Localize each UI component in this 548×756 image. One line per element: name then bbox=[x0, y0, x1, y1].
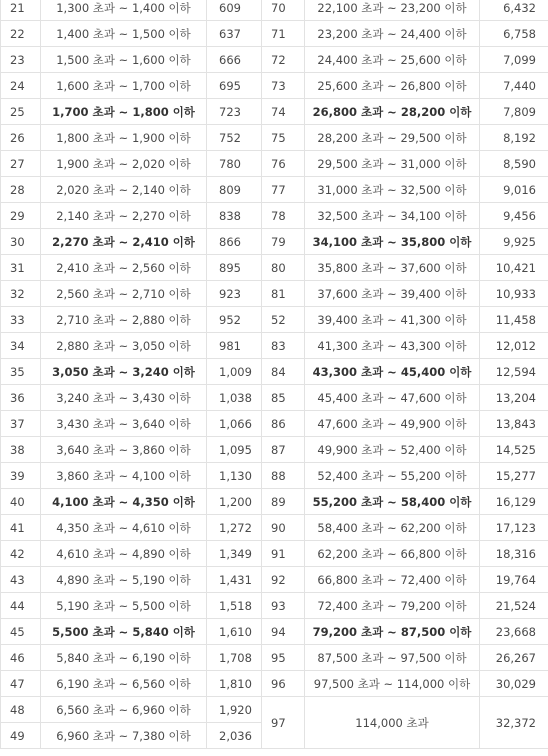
grade-cell: 28 bbox=[1, 177, 41, 203]
table-row bbox=[1, 593, 548, 619]
grade-cell: 89 bbox=[262, 489, 305, 515]
table-row bbox=[1, 541, 548, 567]
amount-cell: 12,594 bbox=[480, 359, 548, 385]
range-cell: 1,700 초과 ~ 1,800 이하 bbox=[41, 99, 207, 125]
range-cell: 22,100 초과 ~ 23,200 이하 bbox=[305, 0, 480, 21]
grade-cell: 32 bbox=[1, 281, 41, 307]
amount-cell: 723 bbox=[207, 99, 262, 125]
range-cell: 5,190 초과 ~ 5,500 이하 bbox=[41, 593, 207, 619]
grade-cell: 21 bbox=[1, 0, 41, 21]
range-cell: 97,500 초과 ~ 114,000 이하 bbox=[305, 671, 480, 697]
amount-cell: 2,036 bbox=[207, 723, 262, 749]
amount-cell: 1,066 bbox=[207, 411, 262, 437]
table-row bbox=[1, 619, 548, 645]
grade-cell: 91 bbox=[262, 541, 305, 567]
amount-cell: 1,708 bbox=[207, 645, 262, 671]
amount-cell: 1,038 bbox=[207, 385, 262, 411]
amount-cell: 1,009 bbox=[207, 359, 262, 385]
amount-cell: 6,758 bbox=[480, 21, 548, 47]
table-row bbox=[1, 229, 548, 255]
grade-cell: 45 bbox=[1, 619, 41, 645]
range-cell: 24,400 초과 ~ 25,600 이하 bbox=[305, 47, 480, 73]
grade-cell: 74 bbox=[262, 99, 305, 125]
grade-cell: 42 bbox=[1, 541, 41, 567]
grade-cell: 75 bbox=[262, 125, 305, 151]
grade-cell: 41 bbox=[1, 515, 41, 541]
table-row bbox=[1, 21, 548, 47]
amount-cell: 23,668 bbox=[480, 619, 548, 645]
grade-cell: 85 bbox=[262, 385, 305, 411]
range-cell: 39,400 초과 ~ 41,300 이하 bbox=[305, 307, 480, 333]
grade-cell: 92 bbox=[262, 567, 305, 593]
amount-cell: 15,277 bbox=[480, 463, 548, 489]
range-cell: 5,500 초과 ~ 5,840 이하 bbox=[41, 619, 207, 645]
range-cell: 1,800 초과 ~ 1,900 이하 bbox=[41, 125, 207, 151]
amount-cell: 11,458 bbox=[480, 307, 548, 333]
amount-cell: 809 bbox=[207, 177, 262, 203]
amount-cell: 17,123 bbox=[480, 515, 548, 541]
table-row bbox=[1, 515, 548, 541]
grade-cell: 95 bbox=[262, 645, 305, 671]
amount-cell: 952 bbox=[207, 307, 262, 333]
range-cell: 2,560 초과 ~ 2,710 이하 bbox=[41, 281, 207, 307]
amount-cell: 609 bbox=[207, 0, 262, 21]
grade-cell: 93 bbox=[262, 593, 305, 619]
range-cell: 58,400 초과 ~ 62,200 이하 bbox=[305, 515, 480, 541]
table-row bbox=[1, 567, 548, 593]
grade-cell: 44 bbox=[1, 593, 41, 619]
grade-cell: 23 bbox=[1, 47, 41, 73]
table-row bbox=[1, 47, 548, 73]
table-row bbox=[1, 489, 548, 515]
grade-cell: 79 bbox=[262, 229, 305, 255]
grade-cell: 96 bbox=[262, 671, 305, 697]
grade-cell: 26 bbox=[1, 125, 41, 151]
amount-cell: 7,099 bbox=[480, 47, 548, 73]
table-row bbox=[1, 359, 548, 385]
table-row bbox=[1, 385, 548, 411]
grade-cell: 47 bbox=[1, 671, 41, 697]
grade-cell: 52 bbox=[262, 307, 305, 333]
amount-cell: 9,925 bbox=[480, 229, 548, 255]
grade-cell: 86 bbox=[262, 411, 305, 437]
grade-cell: 70 bbox=[262, 0, 305, 21]
amount-cell: 1,095 bbox=[207, 437, 262, 463]
table-row bbox=[1, 151, 548, 177]
grade-cell: 72 bbox=[262, 47, 305, 73]
amount-cell: 6,432 bbox=[480, 0, 548, 21]
range-cell: 45,400 초과 ~ 47,600 이하 bbox=[305, 385, 480, 411]
range-cell: 41,300 초과 ~ 43,300 이하 bbox=[305, 333, 480, 359]
range-cell: 3,860 초과 ~ 4,100 이하 bbox=[41, 463, 207, 489]
table-row bbox=[1, 125, 548, 151]
amount-cell: 981 bbox=[207, 333, 262, 359]
range-cell: 29,500 초과 ~ 31,000 이하 bbox=[305, 151, 480, 177]
table-row bbox=[1, 99, 548, 125]
amount-cell: 895 bbox=[207, 255, 262, 281]
range-cell: 28,200 초과 ~ 29,500 이하 bbox=[305, 125, 480, 151]
grade-cell: 30 bbox=[1, 229, 41, 255]
table-row bbox=[1, 73, 548, 99]
range-cell: 2,140 초과 ~ 2,270 이하 bbox=[41, 203, 207, 229]
amount-cell: 30,029 bbox=[480, 671, 548, 697]
grade-cell: 48 bbox=[1, 697, 41, 723]
amount-cell: 923 bbox=[207, 281, 262, 307]
grade-cell: 84 bbox=[262, 359, 305, 385]
range-cell: 2,710 초과 ~ 2,880 이하 bbox=[41, 307, 207, 333]
range-cell: 52,400 초과 ~ 55,200 이하 bbox=[305, 463, 480, 489]
grade-cell: 46 bbox=[1, 645, 41, 671]
amount-cell: 838 bbox=[207, 203, 262, 229]
grade-cell: 77 bbox=[262, 177, 305, 203]
grade-cell: 22 bbox=[1, 21, 41, 47]
range-cell: 35,800 초과 ~ 37,600 이하 bbox=[305, 255, 480, 281]
grade-cell: 87 bbox=[262, 437, 305, 463]
range-cell: 34,100 초과 ~ 35,800 이하 bbox=[305, 229, 480, 255]
amount-cell: 8,192 bbox=[480, 125, 548, 151]
grade-cell: 31 bbox=[1, 255, 41, 281]
range-cell: 72,400 초과 ~ 79,200 이하 bbox=[305, 593, 480, 619]
table-row bbox=[1, 255, 548, 281]
grade-cell: 83 bbox=[262, 333, 305, 359]
amount-cell: 18,316 bbox=[480, 541, 548, 567]
amount-cell: 1,200 bbox=[207, 489, 262, 515]
range-cell: 31,000 초과 ~ 32,500 이하 bbox=[305, 177, 480, 203]
range-cell: 114,000 초과 bbox=[305, 697, 480, 749]
amount-cell: 26,267 bbox=[480, 645, 548, 671]
table-row bbox=[1, 411, 548, 437]
amount-cell: 1,518 bbox=[207, 593, 262, 619]
grade-cell: 90 bbox=[262, 515, 305, 541]
amount-cell: 7,440 bbox=[480, 73, 548, 99]
range-cell: 62,200 초과 ~ 66,800 이하 bbox=[305, 541, 480, 567]
amount-cell: 1,130 bbox=[207, 463, 262, 489]
range-cell: 4,350 초과 ~ 4,610 이하 bbox=[41, 515, 207, 541]
range-cell: 6,960 초과 ~ 7,380 이하 bbox=[41, 723, 207, 749]
range-cell: 23,200 초과 ~ 24,400 이하 bbox=[305, 21, 480, 47]
range-cell: 1,400 초과 ~ 1,500 이하 bbox=[41, 21, 207, 47]
range-cell: 3,430 초과 ~ 3,640 이하 bbox=[41, 411, 207, 437]
grade-cell: 97 bbox=[262, 697, 305, 749]
grade-cell: 29 bbox=[1, 203, 41, 229]
grade-cell: 80 bbox=[262, 255, 305, 281]
grade-cell: 39 bbox=[1, 463, 41, 489]
amount-cell: 13,204 bbox=[480, 385, 548, 411]
amount-cell: 666 bbox=[207, 47, 262, 73]
range-cell: 2,270 초과 ~ 2,410 이하 bbox=[41, 229, 207, 255]
table-row bbox=[1, 307, 548, 333]
table-row bbox=[1, 177, 548, 203]
grade-cell: 78 bbox=[262, 203, 305, 229]
grade-cell: 34 bbox=[1, 333, 41, 359]
grade-cell: 36 bbox=[1, 385, 41, 411]
range-cell: 2,020 초과 ~ 2,140 이하 bbox=[41, 177, 207, 203]
range-cell: 2,880 초과 ~ 3,050 이하 bbox=[41, 333, 207, 359]
amount-cell: 1,810 bbox=[207, 671, 262, 697]
range-cell: 87,500 초과 ~ 97,500 이하 bbox=[305, 645, 480, 671]
amount-cell: 19,764 bbox=[480, 567, 548, 593]
amount-cell: 695 bbox=[207, 73, 262, 99]
amount-cell: 637 bbox=[207, 21, 262, 47]
range-cell: 55,200 초과 ~ 58,400 이하 bbox=[305, 489, 480, 515]
range-cell: 2,410 초과 ~ 2,560 이하 bbox=[41, 255, 207, 281]
grade-table-body bbox=[1, 0, 548, 749]
range-cell: 4,890 초과 ~ 5,190 이하 bbox=[41, 567, 207, 593]
amount-cell: 16,129 bbox=[480, 489, 548, 515]
amount-cell: 10,421 bbox=[480, 255, 548, 281]
grade-cell: 71 bbox=[262, 21, 305, 47]
grade-cell: 37 bbox=[1, 411, 41, 437]
amount-cell: 13,843 bbox=[480, 411, 548, 437]
amount-cell: 1,431 bbox=[207, 567, 262, 593]
range-cell: 5,840 초과 ~ 6,190 이하 bbox=[41, 645, 207, 671]
amount-cell: 780 bbox=[207, 151, 262, 177]
range-cell: 26,800 초과 ~ 28,200 이하 bbox=[305, 99, 480, 125]
amount-cell: 9,456 bbox=[480, 203, 548, 229]
grade-cell: 49 bbox=[1, 723, 41, 749]
grade-cell: 40 bbox=[1, 489, 41, 515]
range-cell: 4,100 초과 ~ 4,350 이하 bbox=[41, 489, 207, 515]
amount-cell: 1,920 bbox=[207, 697, 262, 723]
range-cell: 1,600 초과 ~ 1,700 이하 bbox=[41, 73, 207, 99]
grade-cell: 43 bbox=[1, 567, 41, 593]
range-cell: 3,050 초과 ~ 3,240 이하 bbox=[41, 359, 207, 385]
amount-cell: 866 bbox=[207, 229, 262, 255]
grade-cell: 27 bbox=[1, 151, 41, 177]
grade-cell: 25 bbox=[1, 99, 41, 125]
amount-cell: 752 bbox=[207, 125, 262, 151]
amount-cell: 1,349 bbox=[207, 541, 262, 567]
amount-cell: 1,272 bbox=[207, 515, 262, 541]
amount-cell: 10,933 bbox=[480, 281, 548, 307]
amount-cell: 8,590 bbox=[480, 151, 548, 177]
grade-cell: 33 bbox=[1, 307, 41, 333]
table-row bbox=[1, 281, 548, 307]
grade-cell: 73 bbox=[262, 73, 305, 99]
range-cell: 6,190 초과 ~ 6,560 이하 bbox=[41, 671, 207, 697]
grade-cell: 94 bbox=[262, 619, 305, 645]
range-cell: 6,560 초과 ~ 6,960 이하 bbox=[41, 697, 207, 723]
table-row bbox=[1, 671, 548, 697]
amount-cell: 21,524 bbox=[480, 593, 548, 619]
table-row bbox=[1, 203, 548, 229]
range-cell: 49,900 초과 ~ 52,400 이하 bbox=[305, 437, 480, 463]
amount-cell: 7,809 bbox=[480, 99, 548, 125]
range-cell: 32,500 초과 ~ 34,100 이하 bbox=[305, 203, 480, 229]
range-cell: 43,300 초과 ~ 45,400 이하 bbox=[305, 359, 480, 385]
range-cell: 1,900 초과 ~ 2,020 이하 bbox=[41, 151, 207, 177]
table-row bbox=[1, 463, 548, 489]
table-row bbox=[1, 0, 548, 21]
table-row bbox=[1, 333, 548, 359]
range-cell: 4,610 초과 ~ 4,890 이하 bbox=[41, 541, 207, 567]
grade-cell: 38 bbox=[1, 437, 41, 463]
table-row bbox=[1, 437, 548, 463]
amount-cell: 32,372 bbox=[480, 697, 548, 749]
grade-cell: 24 bbox=[1, 73, 41, 99]
grade-cell: 88 bbox=[262, 463, 305, 489]
table-row bbox=[1, 645, 548, 671]
range-cell: 66,800 초과 ~ 72,400 이하 bbox=[305, 567, 480, 593]
range-cell: 1,500 초과 ~ 1,600 이하 bbox=[41, 47, 207, 73]
amount-cell: 12,012 bbox=[480, 333, 548, 359]
range-cell: 3,240 초과 ~ 3,430 이하 bbox=[41, 385, 207, 411]
range-cell: 37,600 초과 ~ 39,400 이하 bbox=[305, 281, 480, 307]
amount-cell: 9,016 bbox=[480, 177, 548, 203]
amount-cell: 14,525 bbox=[480, 437, 548, 463]
amount-cell: 1,610 bbox=[207, 619, 262, 645]
grade-cell: 76 bbox=[262, 151, 305, 177]
range-cell: 25,600 초과 ~ 26,800 이하 bbox=[305, 73, 480, 99]
range-cell: 79,200 초과 ~ 87,500 이하 bbox=[305, 619, 480, 645]
grade-cell: 35 bbox=[1, 359, 41, 385]
table-row bbox=[1, 697, 548, 723]
range-cell: 1,300 초과 ~ 1,400 이하 bbox=[41, 0, 207, 21]
range-cell: 3,640 초과 ~ 3,860 이하 bbox=[41, 437, 207, 463]
range-cell: 47,600 초과 ~ 49,900 이하 bbox=[305, 411, 480, 437]
grade-cell: 81 bbox=[262, 281, 305, 307]
